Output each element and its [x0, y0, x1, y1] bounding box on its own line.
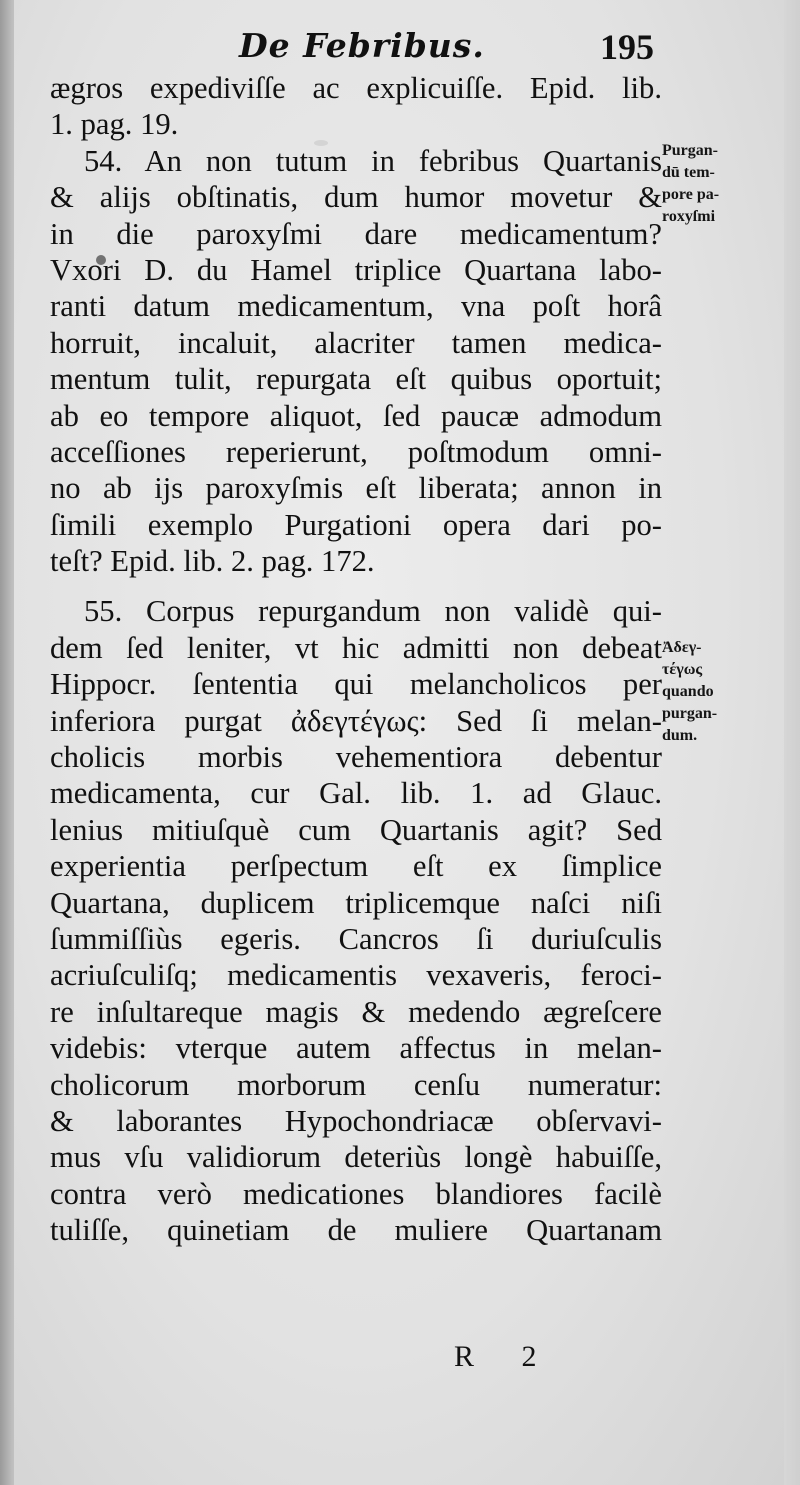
text-line: ſummiſſiùs egeris. Cancros ſi duriuſculis [50, 921, 662, 956]
text-line: Hippocr. ſententia qui melancholicos per [50, 667, 662, 702]
book-page [14, 0, 784, 1485]
text-line: Quartana, duplicem triplicemque naſci niſi [50, 885, 662, 920]
margin-note-line: pore pa- [662, 186, 720, 203]
text-line: experientia perſpectum eſt ex ſimplice [50, 849, 662, 884]
page-number: 195 [600, 27, 654, 67]
text-line: videbis: vterque autem affectus in melan- [50, 1031, 662, 1066]
text-line: acriuſculiſq; medicamentis vexaveris, feroci- [50, 958, 662, 993]
running-title: De Febribus. [239, 26, 485, 65]
margin-note-line: dū tem- [662, 164, 715, 181]
text-line: lenius mitiuſquè cum Quartanis agit? Sed [50, 812, 662, 847]
paragraph-gap [50, 579, 662, 593]
text-line: Vxori D. du Hamel triplice Quartana labo- [50, 252, 662, 287]
margin-note-purgandum-tempore [662, 140, 719, 228]
text-line: inferiora purgat ἀδεγτέγως: Sed ſi melan- [50, 703, 662, 738]
margin-note-line: dum. [662, 727, 698, 744]
text-line: no ab ijs paroxyſmis eſt liberata; annon in [50, 471, 662, 506]
text-line: mentum tulit, repurgata eſt quibus oportuit; [50, 362, 662, 397]
text-line: acceſſiones reperierunt, poſtmodum omni- [50, 434, 662, 469]
text-line: contra verò medicationes blandiores facilè [50, 1176, 662, 1211]
margin-note-line: quando [662, 683, 714, 700]
text-line: tuliſſe, quinetiam de muliere Quartanam [50, 1213, 662, 1248]
text-line: 55. Corpus repurgandum non validè qui- [84, 594, 662, 629]
text-line: ſimili exemplo Purgationi opera dari po- [50, 507, 662, 542]
running-head [14, 20, 674, 70]
text-line: mus vſu validiorum deteriùs longè habuiſſe, [50, 1140, 662, 1175]
text-line: teſt? Epid. lib. 2. pag. 172. [50, 544, 375, 579]
text-line: re inſultareque magis & medendo ægreſcere [50, 994, 662, 1029]
text-line: ægros expediviſſe ac explicuiſſe. Epid. lib. [50, 71, 662, 105]
margin-note-line: roxyſmi [662, 208, 716, 225]
margin-note-line: Ἀδεγ- [662, 639, 702, 656]
text-line: 1. pag. 19. [50, 107, 179, 142]
text-line: in die paroxyſmi dare medicamentum? [50, 216, 662, 251]
text-line: cholicorum morborum cenſu numeratur: [50, 1067, 662, 1102]
text-line: ab eo tempore aliquot, ſed paucæ admodum [50, 398, 662, 433]
body-text [50, 70, 662, 1249]
text-line: medicamenta, cur Gal. lib. 1. ad Glauc. [50, 776, 662, 811]
text-line: & laborantes Hypochondriacæ obſervavi- [50, 1103, 662, 1138]
text-line: ranti datum medicamentum, vna poſt horâ [50, 289, 662, 324]
margin-note-line: purgan- [662, 705, 718, 722]
text-line: 54. An non tutum in febribus Quartanis [84, 143, 662, 178]
margin-note-line: Purgan- [662, 142, 718, 159]
text-line: & alijs obſtinatis, dum humor movetur & [50, 180, 662, 215]
text-line: dem ſed leniter, vt hic admitti non debeat [50, 630, 662, 665]
signature-mark: R 2 [454, 1340, 557, 1373]
margin-note-quando-purgandum [662, 637, 717, 747]
margin-note-line: τέγως [662, 661, 703, 678]
text-line: cholicis morbis vehementiora debentur [50, 740, 662, 775]
text-line: horruit, incaluit, alacriter tamen medica- [50, 325, 662, 360]
